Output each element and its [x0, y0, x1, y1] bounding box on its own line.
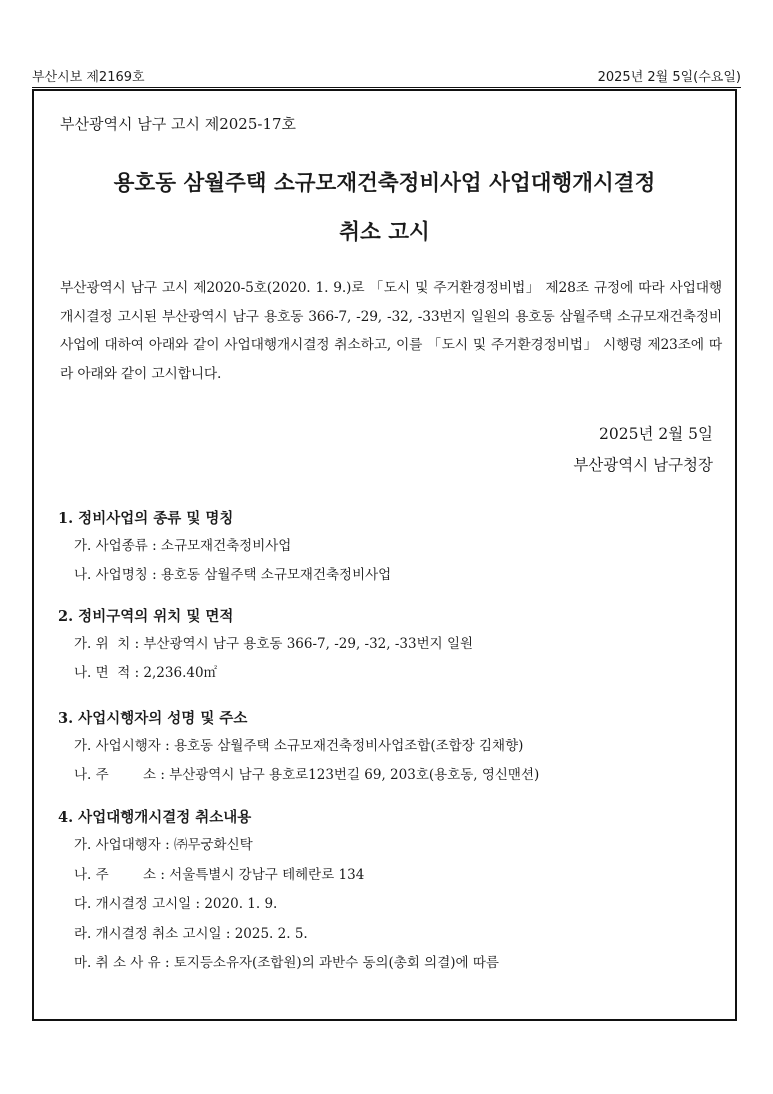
section-title: 1. 정비사업의 종류 및 명칭: [58, 510, 234, 527]
section-item: 마. 취 소 사 유 : 토지등소유자(조합원)의 과반수 동의(총회 의결)에 따름: [74, 955, 499, 971]
notice-number: 부산광역시 남구 고시 제2025-17호: [60, 115, 297, 133]
section-item: 나. 주 소 : 서울특별시 강남구 테헤란로 134: [74, 866, 365, 883]
section-project-type: [58, 506, 391, 590]
section-item: 나. 면 적 : 2,236.40㎡: [74, 665, 218, 681]
notice-body: 부산광역시 남구 고시 제2020-5호(2020. 1. 9.)로 「도시 및 주거환경정비법」 제28조 규정에 따라 사업대행개시결정 고시된 부산광역시 남구 용호동 366-7, -29, -32, -33번지 일원의 용호동 삼월주택 소규모재건축정비사업에 대하여 아래와 같이 사업대행개시결정 취소하고, 이를 「도시 및 주거환경정비법」 시행령 제23조에 따라 아래와 같이 고시합니다.: [60, 280, 722, 382]
issue-date: 2025년 2월 5일(수요일): [597, 70, 741, 85]
section-title: 3. 사업시행자의 성명 및 주소: [58, 710, 248, 727]
notice-signer: 부산광역시 남구청장: [573, 456, 713, 474]
section-item: 나. 사업명칭 : 용호동 삼월주택 소규모재건축정비사업: [74, 567, 392, 583]
section-item: 가. 사업대행자 : ㈜무궁화신탁: [74, 837, 253, 853]
section-location-area: [58, 604, 473, 688]
section-item: 다. 개시결정 고시일 : 2020. 1. 9.: [74, 896, 278, 912]
header-divider: [32, 87, 741, 88]
gazette-number: 부산시보 제2169호: [32, 70, 145, 85]
section-item: 나. 주 소 : 부산광역시 남구 용호로123번길 69, 203호(용호동, 영신맨션): [74, 767, 540, 783]
section-item: 가. 사업시행자 : 용호동 삼월주택 소규모재건축정비사업조합(조합장 김채향): [74, 738, 524, 754]
notice-title-line2: 취소 고시: [339, 220, 430, 245]
section-item: 가. 위 치 : 부산광역시 남구 용호동 366-7, -29, -32, -33번지 일원: [74, 636, 474, 652]
section-cancellation: [58, 805, 499, 979]
notice-box: [32, 89, 737, 1021]
page-header: [32, 66, 741, 86]
section-title: 4. 사업대행개시결정 취소내용: [58, 809, 252, 826]
section-implementer: [58, 706, 539, 790]
notice-title-line1: 용호동 삼월주택 소규모재건축정비사업 사업대행개시결정: [113, 171, 656, 196]
section-title: 2. 정비구역의 위치 및 면적: [58, 608, 234, 625]
notice-date: 2025년 2월 5일: [599, 425, 713, 443]
section-item: 라. 개시결정 취소 고시일 : 2025. 2. 5.: [74, 925, 308, 942]
section-item: 가. 사업종류 : 소규모재건축정비사업: [74, 538, 292, 554]
